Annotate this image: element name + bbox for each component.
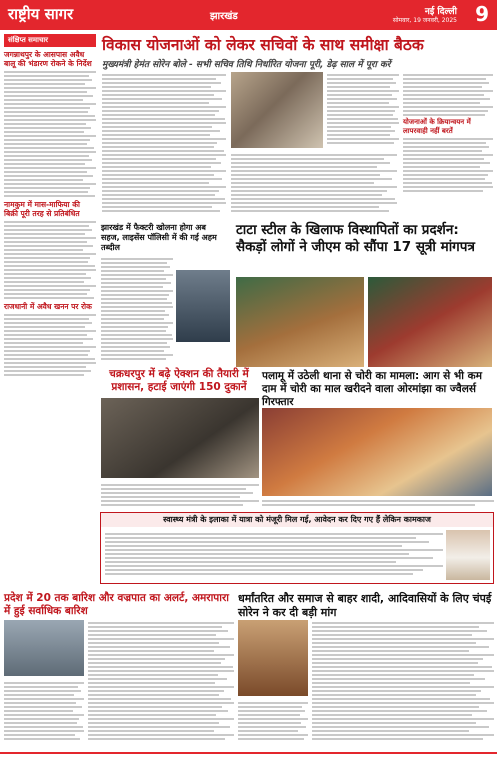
brief-headline: नामकुम में मास-माफिया की बिक्री पूरी तरह से प्रतिबंधित bbox=[4, 200, 80, 218]
article-text bbox=[102, 72, 226, 218]
article-text bbox=[4, 680, 84, 746]
story-headline: धर्मांतरित और समाज से बाहर शादी, आदिवासियों के लिए चंपई सोरेन ने कर दी बड़ी मांग bbox=[238, 592, 492, 619]
section-name: झारखंड bbox=[210, 11, 238, 22]
article-text bbox=[4, 71, 96, 197]
rain-photo bbox=[4, 620, 84, 676]
lead-subhead: मुख्यमंत्री हेमंत सोरेन बोले - सभी सचिव तिथि निर्धारित योजना पूरी, डेढ़ साल में पूरा करें bbox=[102, 60, 391, 70]
sidebar-headline: योजनाओं के क्रियान्वयन में लापरवाही नहीं बरतें bbox=[403, 118, 471, 135]
article-text bbox=[105, 531, 443, 581]
article-text bbox=[101, 482, 259, 510]
meeting-photo bbox=[231, 72, 323, 148]
article-text bbox=[101, 256, 173, 366]
story-headline: स्वास्थ्य मंत्री के इलाका में यात्रा को मंजूरी मिल गई, आवेदन कर दिए गए हैं लेकिन कामकाज bbox=[101, 513, 493, 527]
article-text bbox=[238, 700, 308, 746]
edition-city: नई दिल्ली bbox=[424, 7, 457, 17]
story-headline: प्रदेश में 20 तक बारिश और वज्रपात का अलर्ट, अमरापारा में हुई सर्वाधिक बारिश bbox=[4, 592, 230, 617]
story-headline: टाटा स्टील के खिलाफ विस्थापितों का प्रदर्शन: सैकड़ों लोगों ने जीएम को सौंपा 17 सूत्री मांगपत्र bbox=[236, 222, 475, 255]
brief-headline: जगन्नाथपुर के आसपास अवैध बालू की भंडारण रोकने के निर्देश bbox=[4, 50, 92, 68]
story-headline: चक्रधरपुर में बढ़े ऐक्शन की तैयारी में प्रशासन, हटाई जाएंगी 150 दुकानें bbox=[109, 368, 249, 393]
leader-photo bbox=[238, 620, 308, 696]
police-photo bbox=[262, 408, 492, 496]
article-text bbox=[4, 314, 96, 376]
edition-date: सोमवार, 19 जनवरी, 2025 bbox=[392, 17, 457, 24]
highlighted-story-box bbox=[100, 512, 494, 584]
brief-news-column bbox=[4, 34, 96, 530]
article-text bbox=[312, 620, 494, 746]
article-text bbox=[88, 620, 234, 746]
page-number: 9 bbox=[475, 2, 489, 26]
story-headline: झारखंड में फैक्टरी खोलना होगा अब सहज, लाइसेंस पॉलिसी में की गई अहम तब्दील bbox=[101, 223, 217, 252]
protest-photo bbox=[368, 277, 492, 367]
minister-photo bbox=[446, 530, 490, 580]
newspaper-brand: राष्ट्रीय सागर bbox=[8, 5, 74, 23]
article-text bbox=[327, 72, 399, 152]
article-text bbox=[262, 498, 494, 510]
masthead bbox=[0, 0, 497, 30]
city-photo bbox=[176, 270, 230, 342]
sidebar-box bbox=[403, 72, 493, 214]
market-photo bbox=[101, 398, 259, 478]
protest-photo bbox=[236, 277, 364, 367]
brief-news-tag: संक्षिप्त समाचार bbox=[4, 34, 96, 47]
page-footer bbox=[0, 752, 497, 765]
story-headline: पलामू में उठेली थाना से चोरी का मामला: आग से भी कम दाम में चोरी का माल खरीदने वाला ओरमांझा का ज्वैलर्स गिरफ्तार bbox=[262, 370, 483, 408]
article-text bbox=[231, 152, 397, 218]
lead-headline: विकास योजनाओं को लेकर सचिवों के साथ समीक्षा बैठक bbox=[102, 36, 424, 54]
brief-headline: राजधानी में अवैध खनन पर रोक bbox=[4, 302, 92, 311]
article-text bbox=[4, 221, 96, 299]
